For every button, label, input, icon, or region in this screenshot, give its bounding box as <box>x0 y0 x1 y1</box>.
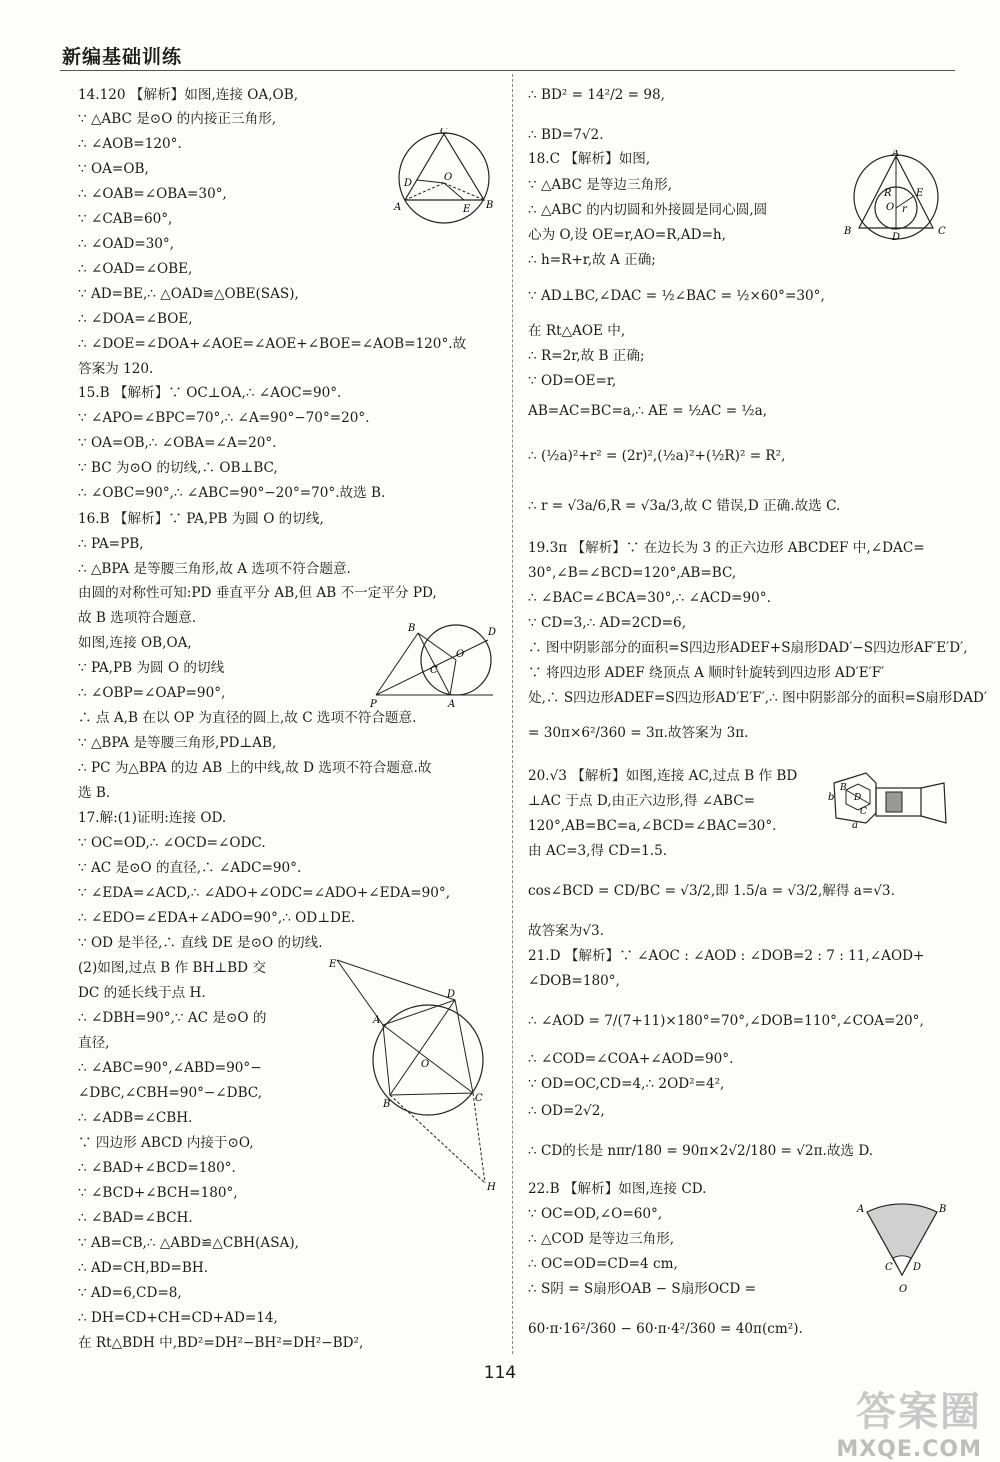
column-divider <box>512 74 513 1354</box>
text-line: ∵ 四边形 ABCD 内接于⊙O, <box>78 1135 254 1151</box>
text-line: 15.B 【解析】∵ OC⊥OA,∴ ∠AOC=90°. <box>78 385 342 401</box>
text-line: ∵ OC=OD,∴ ∠OCD=∠ODC. <box>78 835 266 851</box>
figure-20 <box>826 768 951 838</box>
text-line: ∴ (½a)²+r² = (2r)²,(½a)²+(½R)² = R², <box>528 448 786 464</box>
text-line: ∴ OC=OD=CD=4 cm, <box>528 1256 678 1272</box>
fig18-label: B <box>844 226 852 237</box>
fig20-label: D <box>854 793 862 803</box>
fig14-label: A <box>394 202 402 213</box>
fig18-label: r <box>902 204 907 215</box>
fig16-label: B <box>408 623 416 634</box>
text-line: 20.√3 【解析】如图,连接 AC,过点 B 作 BD <box>528 768 798 784</box>
figure-22 <box>855 1200 950 1300</box>
text-line: ∵ OC=OD,∠O=60°, <box>528 1206 663 1222</box>
text-line: ∵ △ABC 是⊙O 的内接正三角形, <box>78 111 277 127</box>
text-line: 直径, <box>78 1035 110 1051</box>
fig20-label: B <box>840 783 847 793</box>
text-line: ∴ BD=7√2. <box>528 127 604 143</box>
text-line: ∴ ∠COD=∠COA+∠AOD=90°. <box>528 1051 734 1067</box>
text-line: ∵ 将四边形 ADEF 绕顶点 A 顺时针旋转到四边形 AD′E′F′ <box>528 665 885 681</box>
watermark <box>836 1380 982 1462</box>
fig22-label: O <box>899 1284 908 1295</box>
fig17-label: H <box>487 1182 496 1193</box>
text-line: ∵ AD=6,CD=8, <box>78 1285 182 1301</box>
fig17-label: D <box>447 989 456 1000</box>
fig16-label: A <box>448 699 456 710</box>
text-line: cos∠BCD = CD/BC = √3/2,即 1.5/a = √3/2,解得 a=√3. <box>528 883 895 899</box>
text-line: ∵ △ABC 是等边三角形, <box>528 177 673 193</box>
text-line: ∴ △COD 是等边三角形, <box>528 1231 675 1247</box>
text-line: ∴ ∠OAD=30°, <box>78 236 175 252</box>
text-line: 21.D 【解析】∵ ∠AOC : ∠AOD : ∠DOB=2 : 7 : 11,∠AOD+ <box>528 948 925 964</box>
text-line: ∵ OD=OC,CD=4,∴ 2OD²=4², <box>528 1076 725 1092</box>
fig22-label: B <box>939 1204 947 1215</box>
text-line: ∴ ∠OBP=∠OAP=90°, <box>78 685 226 701</box>
text-line: (2)如图,过点 B 作 BH⊥BD 交 <box>78 960 266 976</box>
fig18-label: E <box>916 188 924 199</box>
fig18-label: O <box>886 202 895 213</box>
text-line: ∴ ∠BAC=∠BCA=30°,∴ ∠ACD=90°. <box>528 590 771 606</box>
text-line: ∠DOB=180°, <box>528 973 620 989</box>
text-line: DC 的延长线于点 H. <box>78 985 206 1001</box>
text-line: 如图,连接 OB,OA, <box>78 635 192 651</box>
figure-14 <box>392 128 502 228</box>
text-line: ∵ OD 是半径,∴ 直线 DE 是⊙O 的切线. <box>78 935 323 951</box>
fig17-label: O <box>421 1059 430 1070</box>
text-line: ∴ ∠ADB=∠CBH. <box>78 1110 193 1126</box>
fig18-label: C <box>938 226 946 237</box>
text-line: ∴ ∠OAB=∠OBA=30°, <box>78 186 227 202</box>
text-line: ∴ ∠BAD+∠BCD=180°. <box>78 1160 236 1176</box>
text-line: ∵ OA=OB, <box>78 161 149 177</box>
text-line: 故 B 选项符合题意. <box>78 610 197 626</box>
text-line: ∴ 图中阴影部分的面积=S四边形ADEF+S扇形DAD′−S四边形AF′E′D′, <box>528 640 968 656</box>
text-line: ∴ ∠DOA=∠BOE, <box>78 311 193 327</box>
text-line: ∵ BC 为⊙O 的切线,∴ OB⊥BC, <box>78 460 278 476</box>
text-line: 处,∴ S四边形ADEF=S四边形AD′E′F′,∴ 图中阴影部分的面积=S扇形DAD′ <box>528 690 988 706</box>
text-line: 22.B 【解析】如图,连接 CD. <box>528 1181 707 1197</box>
text-line: ∴ △BPA 是等腰三角形,故 A 选项不符合题意. <box>78 561 351 577</box>
text-line: ∴ ∠OBC=90°,∴ ∠ABC=90°−20°=70°.故选 B. <box>78 485 386 501</box>
text-line: ∴ S阴 = S扇形OAB − S扇形OCD = <box>528 1281 757 1297</box>
text-line: 在 Rt△AOE 中, <box>528 323 626 339</box>
fig14-label: E <box>463 204 471 215</box>
figure-16 <box>368 615 503 710</box>
fig16-label: P <box>370 699 377 710</box>
text-line: 在 Rt△BDH 中,BD²=DH²−BH²=DH²−BD², <box>78 1335 364 1351</box>
text-line: ∵ AD=BE,∴ △OAD≌△OBE(SAS), <box>78 286 299 302</box>
header-rule <box>60 70 955 71</box>
text-line: 答案为 120. <box>78 361 154 377</box>
fig17-label: C <box>475 1093 483 1104</box>
text-line: ∴ BD² = 14²/2 = 98, <box>528 87 665 103</box>
text-line: 16.B 【解析】∵ PA,PB 为圆 O 的切线, <box>78 511 324 527</box>
page-number: 114 <box>483 1363 517 1383</box>
text-line: ∴ PA=PB, <box>78 536 144 552</box>
fig22-label: C <box>885 1262 893 1273</box>
text-line: ∵ AC 是⊙O 的直径,∴ ∠ADC=90°. <box>78 860 302 876</box>
fig20-label: b <box>828 792 835 803</box>
text-line: ∴ ∠EDO=∠EDA+∠ADO=90°,∴ OD⊥DE. <box>78 910 356 926</box>
fig17-label: E <box>329 959 337 970</box>
text-line: AB=AC=BC=a,∴ AE = ½AC = ½a, <box>528 403 768 419</box>
text-line: 由圆的对称性可知:PD 垂直平分 AB,但 AB 不一定平分 PD, <box>78 585 437 601</box>
text-line: ∴ ∠OAD=∠OBE, <box>78 261 193 277</box>
fig20-label: C <box>860 807 867 817</box>
fig14-label: O <box>444 172 453 183</box>
text-line: ∴ DH=CD+CH=CD+AD=14, <box>78 1310 278 1326</box>
text-line: ∴ ∠BAD=∠BCH. <box>78 1210 193 1226</box>
text-line: ∵ OA=OB,∴ ∠OBA=∠A=20°. <box>78 435 277 451</box>
text-line: 18.C 【解析】如图, <box>528 151 651 167</box>
text-line: ∵ AD⊥BC,∠DAC = ½∠BAC = ½×60°=30°, <box>528 288 825 304</box>
text-line: 由 AC=3,得 CD=1.5. <box>528 843 668 859</box>
text-line: ∵ OD=OE=r, <box>528 373 617 389</box>
text-line: ∴ ∠AOD = 7/(7+11)×180°=70°,∠DOB=110°,∠COA=20°, <box>528 1013 924 1029</box>
text-line: ∴ h=R+r,故 A 正确; <box>528 252 656 268</box>
text-line: ∠DBC,∠CBH=90°−∠DBC, <box>78 1085 263 1101</box>
text-line: = 30π×6²/360 = 3π.故答案为 3π. <box>528 725 749 741</box>
fig16-label: C <box>430 665 438 676</box>
text-line: ∴ ∠DBH=90°,∵ AC 是⊙O 的 <box>78 1010 267 1026</box>
text-line: ∴ R=2r,故 B 正确; <box>528 348 645 364</box>
text-line: ∴ PC 为△BPA 的边 AB 上的中线,故 D 选项不符合题意.故 <box>78 760 432 776</box>
figure-17 <box>325 955 500 1195</box>
fig18-label: A <box>892 150 900 159</box>
fig16-label: D <box>488 627 497 638</box>
text-line: 120°,AB=BC=a,∠BCD=∠BAC=30°. <box>528 818 777 834</box>
text-line: 17.解:(1)证明:连接 OD. <box>78 810 227 826</box>
text-line: 故答案为√3. <box>528 923 605 939</box>
text-line: 选 B. <box>78 785 111 801</box>
text-line: ∴ △ABC 的内切圆和外接圆是同心圆,圆 <box>528 202 768 218</box>
fig22-label: D <box>913 1262 922 1273</box>
text-line: ⊥AC 于点 D,由正六边形,得 ∠ABC= <box>528 793 756 809</box>
fig22-label: A <box>857 1204 865 1215</box>
text-line: 30°,∠B=∠BCD=120°,AB=BC, <box>528 565 737 581</box>
text-line: ∴ ∠ABC=90°,∠ABD=90°− <box>78 1060 262 1076</box>
text-line: ∵ ∠BCD+∠BCH=180°, <box>78 1185 238 1201</box>
fig16-label: O <box>456 649 465 660</box>
text-line: 心为 O,设 OE=r,AO=R,AD=h, <box>528 227 726 243</box>
text-line: ∴ ∠AOB=120°. <box>78 136 182 152</box>
text-line: ∴ OD=2√2, <box>528 1103 605 1119</box>
text-line: ∴ r = √3a/6,R = √3a/3,故 C 错误,D 正确.故选 C. <box>528 498 841 514</box>
text-line: ∵ △BPA 是等腰三角形,PD⊥AB, <box>78 735 277 751</box>
text-line: 19.3π 【解析】∵ 在边长为 3 的正六边形 ABCDEF 中,∠DAC= <box>528 540 925 556</box>
fig17-label: A <box>373 1015 381 1026</box>
text-line: ∵ CD=3,∴ AD=2CD=6, <box>528 615 687 631</box>
fig14-label: C <box>440 128 448 137</box>
watermark-logo: 答案圈 <box>856 1389 982 1435</box>
text-line: ∵ ∠CAB=60°, <box>78 211 173 227</box>
text-line: ∴ AD=CH,BD=BH. <box>78 1260 209 1276</box>
text-line: ∵ ∠APO=∠BPC=70°,∴ ∠A=90°−70°=20°. <box>78 410 370 426</box>
text-line: ∴ 点 A,B 在以 OP 为直径的圆上,故 C 选项不符合题意. <box>78 710 417 726</box>
fig20-label: a <box>852 820 858 831</box>
text-line: 60·π·16²/360 − 60·π·4²/360 = 40π(cm²). <box>528 1321 803 1337</box>
fig18-label: R <box>884 188 892 199</box>
text-line: ∵ ∠EDA=∠ACD,∴ ∠ADO+∠ODC=∠ADO+∠EDA=90°, <box>78 885 451 901</box>
fig14-label: D <box>404 178 413 189</box>
text-line: ∴ CD的长是 nπr/180 = 90π×2√2/180 = √2π.故选 D. <box>528 1143 874 1159</box>
fig18-label: D <box>892 232 901 243</box>
fig17-label: B <box>383 1099 391 1110</box>
text-line: 14.120 【解析】如图,连接 OA,OB, <box>78 87 299 103</box>
figure-18 <box>840 150 955 245</box>
watermark-url: MXQE.COM <box>836 1437 982 1462</box>
running-header: 新编基础训练 <box>62 46 183 68</box>
fig14-label: B <box>486 200 494 211</box>
text-line: ∵ AB=CB,∴ △ABD≌△CBH(ASA), <box>78 1235 299 1251</box>
text-line: ∵ PA,PB 为圆 O 的切线 <box>78 660 225 676</box>
text-line: ∴ ∠DOE=∠DOA+∠AOE=∠AOE+∠BOE=∠AOB=120°.故 <box>78 336 467 352</box>
